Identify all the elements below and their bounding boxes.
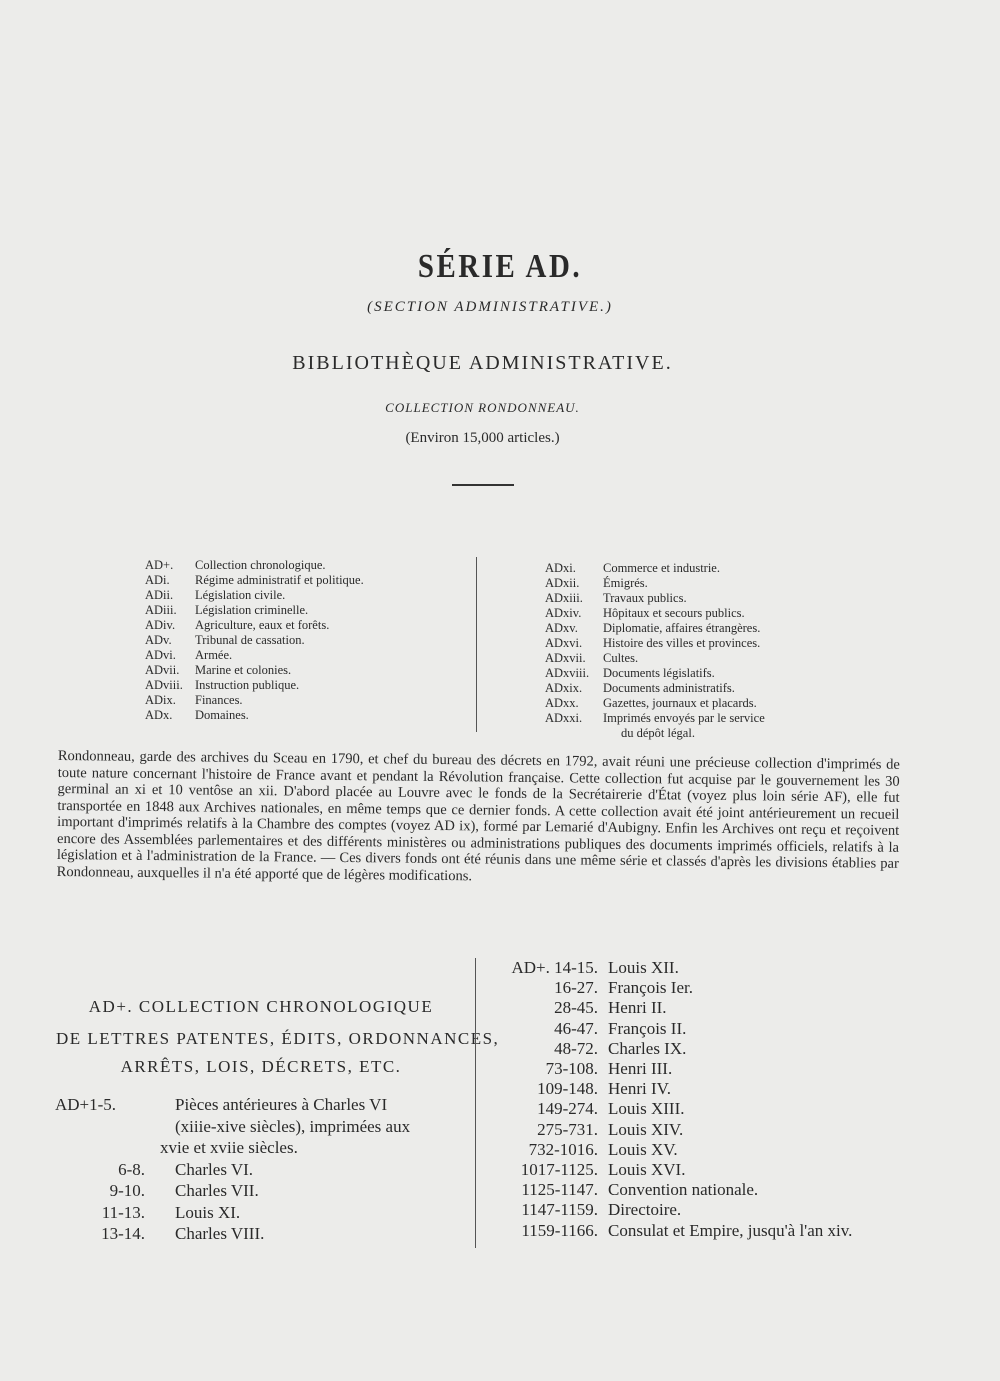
chrono-item: 1017-1125. Louis XVI.	[520, 1160, 686, 1180]
chrono-item: 16-27. François Ier.	[554, 978, 693, 998]
series-item: ADxi. Commerce et industrie.	[545, 561, 720, 575]
series-item: ADii. Législation civile.	[145, 588, 286, 602]
chrono-title-line: AD+. COLLECTION CHRONOLOGIQUE	[88, 997, 434, 1016]
chrono-item: 28-45. Henri II.	[554, 998, 667, 1018]
series-list-right	[545, 561, 765, 741]
page-title: SÉRIE AD.	[417, 248, 583, 285]
chrono-title-line: DE LETTRES PATENTES, ÉDITS, ORDONNANCES,	[56, 1029, 500, 1048]
series-item: ADiii. Législation criminelle.	[145, 603, 309, 617]
series-item: ADxix. Documents administratifs.	[545, 681, 735, 695]
chrono-item: 109-148. Henri IV.	[537, 1079, 671, 1099]
chrono-item: 149-274. Louis XIII.	[537, 1099, 685, 1119]
series-item: ADxvii. Cultes.	[545, 651, 639, 665]
column-divider	[476, 557, 477, 732]
article-count: (Environ 15,000 articles.)	[405, 430, 560, 446]
chrono-item: 48-72. Charles IX.	[554, 1038, 687, 1058]
chrono-item: 1147-1159. Directoire.	[521, 1200, 682, 1220]
chrono-item-continuation: xvie et xviie siècles.	[160, 1138, 298, 1157]
series-item: ADxiv. Hôpitaux et secours publics.	[545, 606, 745, 620]
page-subtitle: (SECTION ADMINISTRATIVE.)	[367, 299, 613, 315]
section-heading: BIBLIOTHÈQUE ADMINISTRATIVE.	[292, 352, 673, 374]
chrono-item: 275-731. Louis XIV.	[537, 1119, 684, 1139]
series-item-continuation: du dépôt légal.	[621, 726, 695, 740]
series-list-left	[145, 558, 364, 723]
chrono-item: 732-1016. Louis XV.	[528, 1139, 678, 1159]
chrono-item: 6-8. Charles VI.	[118, 1159, 254, 1179]
column-divider	[475, 958, 476, 1248]
series-item: ADxiii. Travaux publics.	[545, 591, 687, 605]
series-item: ADxxi. Imprimés envoyés par le service	[545, 711, 765, 725]
chrono-item: 46-47. François II.	[554, 1018, 687, 1038]
series-item: ADviii. Instruction publique.	[145, 678, 300, 692]
series-item: ADxx. Gazettes, journaux et placards.	[545, 696, 757, 710]
collection-name: COLLECTION RONDONNEAU.	[385, 400, 580, 415]
series-item: ADiv. Agriculture, eaux et forêts.	[145, 618, 330, 632]
chrono-title-line: ARRÊTS, LOIS, DÉCRETS, ETC.	[120, 1057, 402, 1076]
series-item: ADxvi. Histoire des villes et provinces.	[545, 636, 761, 650]
series-item: ADx. Domaines.	[145, 708, 249, 722]
chrono-item: AD+1-5. Pièces antérieures à Charles VI	[55, 1095, 388, 1114]
series-item: ADvii. Marine et colonies.	[145, 663, 292, 677]
series-item: ADv. Tribunal de cassation.	[145, 633, 305, 647]
series-item: ADi. Régime administratif et politique.	[145, 573, 364, 587]
chrono-item: 9-10. Charles VII.	[109, 1181, 259, 1200]
series-item: ADxviii. Documents législatifs.	[545, 666, 715, 680]
series-item: ADxii. Émigrés.	[545, 576, 648, 590]
chrono-item: 1159-1166. Consulat et Empire, jusqu'à l'an xiv.	[521, 1220, 853, 1240]
chrono-item: 73-108. Henri III.	[545, 1059, 673, 1079]
series-item: AD+. Collection chronologique.	[145, 558, 326, 572]
chrono-item: 1125-1147. Convention nationale.	[521, 1180, 759, 1200]
chrono-item: AD+. 14-15. Louis XII.	[511, 958, 679, 977]
chrono-item: 11-13. Louis XI.	[101, 1202, 241, 1222]
chrono-list-right	[483, 958, 852, 1241]
chrono-list-left	[55, 1094, 410, 1245]
chrono-item: 13-14. Charles VIII.	[101, 1224, 265, 1243]
series-item: ADvi. Armée.	[145, 648, 233, 662]
series-item: ADxv. Diplomatie, affaires étrangères.	[545, 621, 761, 635]
series-item: ADix. Finances.	[145, 693, 243, 707]
intro-paragraph: Rondonneau, garde des archives du Sceau en 1790, et chef du bureau des décrets en 1792, avait réuni une précieuse collection d'imprimés de toute nature concernant l'histoire de France avant et pendant la Révolution française. Cette collection fut acquise par le gouvernement les 30 germinal an xi et 10 ventôse an xii. D'abord placée au Louvre avec le fonds de la Secrétairerie d'État (voyez plus loin série AF), elle fut transportée en 1848 aux Archives nationales, en même temps que ce dernier fonds. A cette collection avait été joint antérieurement un recueil important d'imprimés relatifs à la Chambre des comptes (voyez AD ix), formé par Lemarié d'Aubigny. Enfin les Archives ont reçu et reçoivent encore des Assemblées parlementaires et des différents ministères ou administrations publiques des documents imprimés officiels, relatifs à la législation et à l'administration de la France. — Ces divers fonds ont été réunis dans une même série et classés d'après les divisions établies par Rondonneau, auxquelles il n'a été apporté que de légères modifications.	[56, 748, 900, 884]
chrono-item-continuation: (xiiie-xive siècles), imprimées aux	[175, 1116, 411, 1136]
divider-rule	[452, 484, 514, 486]
